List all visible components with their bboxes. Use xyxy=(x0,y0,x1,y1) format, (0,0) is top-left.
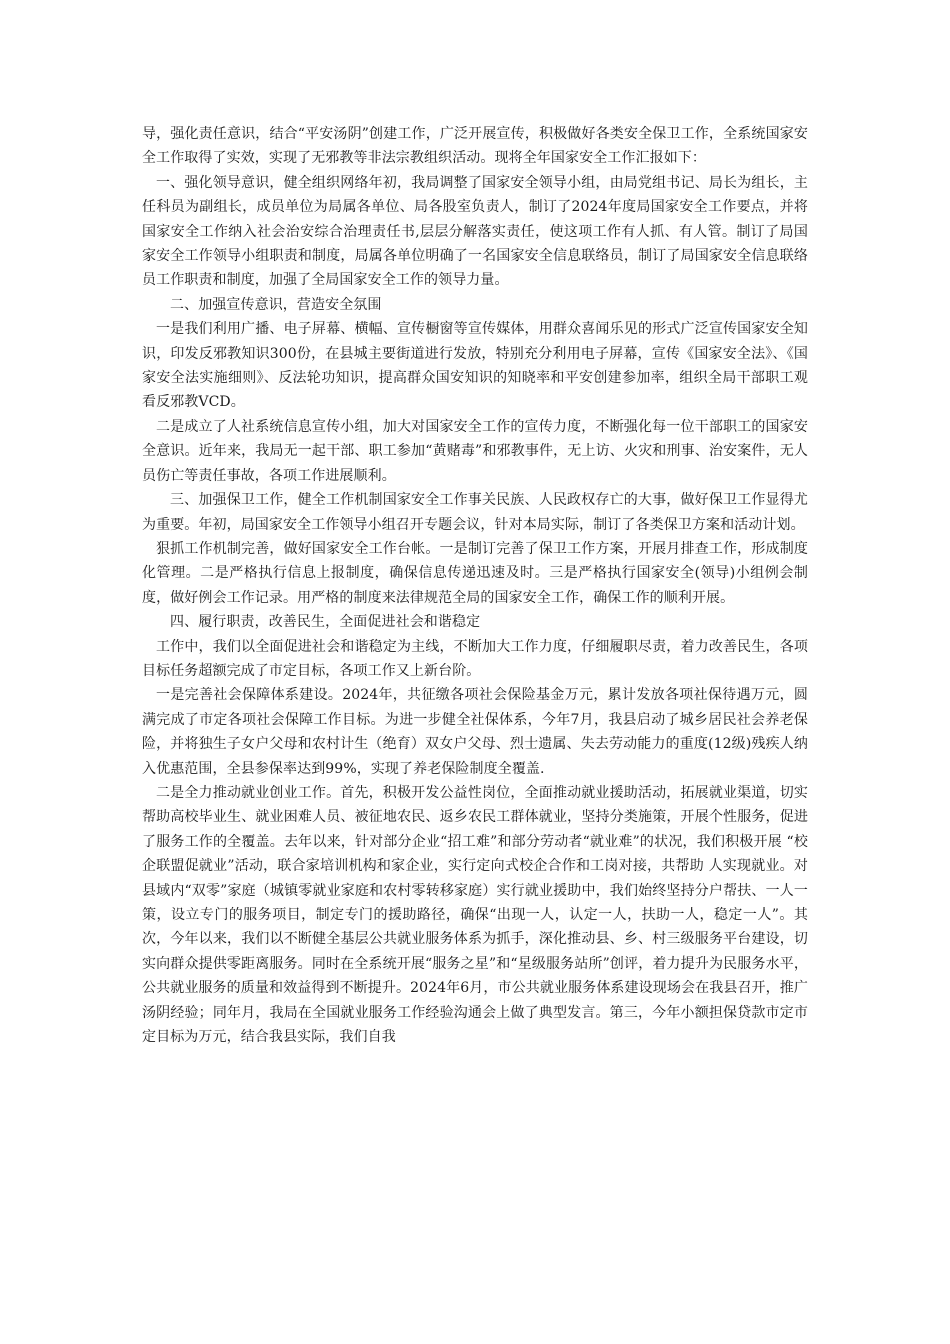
paragraph-propaganda-1: 一是我们利用广播、电子屏幕、横幅、宣传橱窗等宣传媒体，用群众喜闻乐见的形式广泛宣传国家安全知识，印发反邪教知识300份，在县城主要街道进行发放，特别充分利用电子屏幕，宣传《国家安全法》、《国家安全法实施细则》、反法轮功知识，提高群众国安知识的知晓率和平安创建参加率，组织全局干部职工观看反邪教VCD。 xyxy=(142,321,808,411)
heading-section-2: 二、加强宣传意识，营造安全氛围 xyxy=(170,296,382,313)
paragraph-section-3: 三、加强保卫工作，健全工作机制国家安全工作事关民族、人民政权存亡的大事，做好保卫工作显得尤为重要。年初，局国家安全工作领导小组召开专题会议，针对本局实际，制订了各类保卫方案和活动计划。 xyxy=(142,492,808,533)
paragraph-work-overview: 工作中，我们以全面促进社会和谐稳定为主线，不断加大工作力度，仔细履职尽责，着力改善民生，各项目标任务超额完成了市定目标，各项工作又上新台阶。 xyxy=(142,638,808,679)
paragraph-section-1: 一、强化领导意识，健全组织网络年初，我局调整了国家安全领导小组，由局党组书记、局长为组长，主任科员为副组长，成员单位为局属各单位、局各股室负责人，制订了2024年度局国家安全工作要点，并将国家安全工作纳入社会治安综合治理责任书,层层分解落实责任，使这项工作有人抓、有人管。制订了局国家安全工作领导小组职责和制度，局属各单位明确了一名国家安全信息联络员，制订了局国家安全信息联络员工作职责和制度，加强了全局国家安全工作的领导力量。 xyxy=(142,174,808,289)
heading-section-4: 四、履行职责，改善民生，全面促进社会和谐稳定 xyxy=(170,614,481,631)
paragraph-intro: 导，强化责任意识，结合“平安汤阴”创建工作，广泛开展宣传，积极做好各类安全保卫工作，全系统国家安全工作取得了实效，实现了无邪教等非法宗教组织活动。现将全年国家安全工作汇报如下： xyxy=(142,126,808,167)
paragraph-propaganda-2: 二是成立了人社系统信息宣传小组，加大对国家安全工作的宣传力度，不断强化每一位干部职工的国家安全意识。近年来，我局无一起干部、职工参加“黄赌毒”和邪教事件，无上访、火灾和刑事、治安案件，无人员伤亡等责任事故，各项工作进展顺利。 xyxy=(142,418,808,484)
paragraph-social-security: 一是完善社会保障体系建设。2024年，共征缴各项社会保险基金万元，累计发放各项社保待遇万元，圆满完成了市定各项社会保障工作目标。为进一步健全社保体系，今年7月，我县启动了城乡居民社会养老保险，并将独生子女户父母和农村计生（绝育）双女户父母、烈士遗属、失去劳动能力的重度(12级)残疾人纳入优惠范围，全县参保率达到99%，实现了养老保险制度全覆盖. xyxy=(142,687,808,777)
document-body xyxy=(142,122,808,1049)
paragraph-mechanism: 狠抓工作机制完善，做好国家安全工作台帐。一是制订完善了保卫工作方案，开展月排查工作，形成制度化管理。二是严格执行信息上报制度，确保信息传递迅速及时。三是严格执行国家安全(领导)小组例会制度，做好例会工作记录。用严格的制度来法律规范全局的国家安全工作，确保工作的顺利开展。 xyxy=(142,540,808,606)
paragraph-employment: 二是全力推动就业创业工作。首先，积极开发公益性岗位，全面推动就业援助活动，拓展就业渠道，切实帮助高校毕业生、就业困难人员、被征地农民、返乡农民工群体就业，坚持分类施策，开展个性服务，促进了服务工作的全覆盖。去年以来，针对部分企业“招工难”和部分劳动者“就业难”的状况，我们积极开展 “校企联盟促就业”活动，联合家培训机构和家企业，实行定向式校企合作和工岗对接，共帮助 人实现就业。对县域内“双零”家庭（城镇零就业家庭和农村零转移家庭）实行就业援助中，我们始终坚持分户帮扶、一人一策，设立专门的服务项目，制定专门的援助路径，确保“出现一人，认定一人，扶助一人，稳定一人”。其次，今年以来，我们以不断健全基层公共就业服务体系为抓手，深化推动县、乡、村三级服务平台建设，切实向群众提供零距离服务。同时在全系统开展“服务之星”和“星级服务站所”创评，着力提升为民服务水平，公共就业服务的质量和效益得到不断提升。2024年6月，市公共就业服务体系建设现场会在我县召开，推广汤阴经验；同年月，我局在全国就业服务工作经验沟通会上做了典型发言。第三，今年小额担保贷款市定市定目标为万元，结合我县实际，我们自我 xyxy=(142,784,808,1046)
